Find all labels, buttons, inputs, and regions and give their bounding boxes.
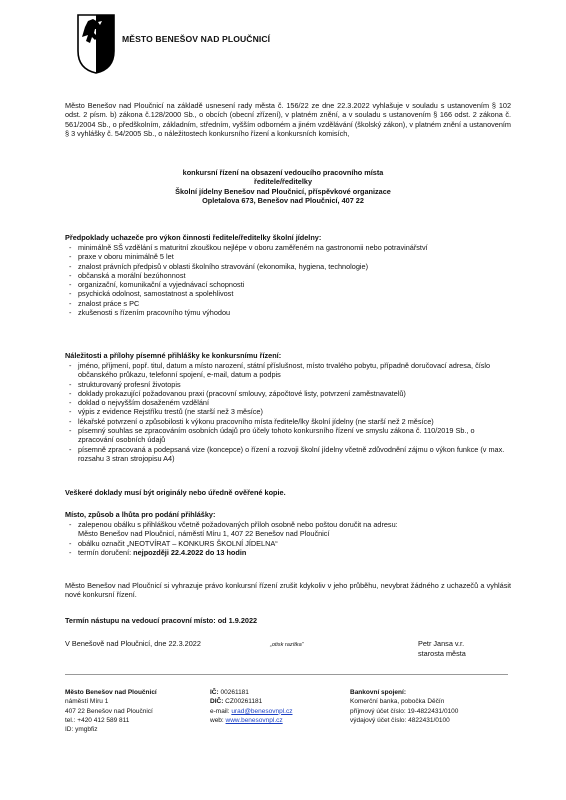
bank-title: Bankovní spojení: [350,689,406,696]
heading-line-4: Opletalova 673, Benešov nad Ploučnicí, 407 22 [202,195,364,205]
list-item: - minimálně SŠ vzdělání s maturitní zkouškou nejlépe v oboru zaměřeném na gastronomii nebo potravinářství [65,243,511,252]
dic-label: DIČ: [210,698,224,706]
signatory-role: starosta města [418,649,466,658]
email-label: e-mail: [210,707,232,715]
footer-org-name: Město Benešov nad Ploučnicí [65,689,157,696]
list-item: - zkušenosti s řízením pracovního týmu výhodou [65,308,511,317]
submission-address: Město Benešov nad Ploučnicí, náměstí Míru 1, 407 22 Benešov nad Ploučnicí [78,529,330,539]
municipality-title: MĚSTO BENEŠOV NAD PLOUČNICÍ [122,34,271,44]
competition-heading [0,168,566,205]
intro-paragraph [65,101,511,138]
footer-address [65,688,157,734]
footer-dic [210,697,292,706]
email-link[interactable]: urad@benesovnpl.cz [231,707,293,715]
deadline-value: nejpozději 22.4.2022 do 13 hodin [133,547,247,557]
start-date: Termín nástupu na vedoucí pracovní místo: od 1.9.2022 [65,616,258,625]
list-item [65,520,511,539]
stamp-placeholder: „otisk razítka“ [270,642,304,648]
heading-line-2: ředitele/ředitelky [254,177,312,187]
footer-web [210,716,292,725]
list-item: - jméno, příjmení, popř. titul, datum a místo narození, státní příslušnost, místo trvalého pobytu, případně doručovací adresa, číslo občanského průkazu, telefonní spojení, e-mail, datum a podpis [65,361,511,380]
dic-value: CZ00261181 [223,698,263,706]
list-item: - lékařské potvrzení o způsobilosti k výkonu pracovního místa ředitele/lky školní jídelny (ne starší než 2 měsíce) [65,417,511,426]
list-item: - doklad o nejvyšším dosaženém vzdělání [65,398,511,407]
list-item: - znalost právních předpisů v oblasti školního stravování (ekonomika, hygiena, technologie) [65,262,511,271]
list-item: - psychická odolnost, samostatnost a spolehlivost [65,289,511,298]
heading-line-3: Školní jídelny Benešov nad Ploučnicí, příspěvkové organizace [175,186,391,196]
list-item: - výpis z evidence Rejstříku trestů (ne starší než 3 měsíce) [65,407,511,416]
attachments-note: Veškeré doklady musí být originály nebo úředně ověřené kopie. [65,488,286,497]
list-item: - občanská a morální bezúhonnost [65,271,511,280]
heading-line-1: konkursní řízení na obsazení vedoucího pracovního místa [182,168,384,177]
list-item: - praxe v oboru minimálně 5 let [65,252,511,261]
list-item: - písemný souhlas se zpracováním osobních údajů pro účely tohoto konkursního řízení ve smyslu zákona č. 110/2019 Sb., o zpracování osobních údajů [65,426,511,445]
footer-street: náměstí Míru 1 [65,698,109,706]
footer-divider [65,674,508,675]
list-item: - písemně zpracovaná a podepsaná vize (koncepce) o řízení a rozvoji školní jídelny včetně zdůvodnění zájmu o výkon funkce (v max. rozsahu 3 stran strojopisu A4) [65,445,511,464]
ic-label: IČ: [210,689,219,696]
place-and-date: V Benešově nad Ploučnicí, dne 22.3.2022 [65,639,201,648]
footer-email [210,707,292,716]
list-item [65,548,511,557]
bank-income-account: příjmový účet číslo: 19-4822431/0100 [350,707,459,715]
attachments-title: Náležitosti a přílohy písemné přihlášky ke konkursnímu řízení: [65,351,282,360]
list-item: - znalost práce s PC [65,299,511,308]
requirements-title: Předpoklady uchazeče pro výkon činnosti ředitele/ředitelky školní jídelny: [65,233,322,242]
list-item: - obálku označit „NEOTVÍRAT – KONKURS ŠKOLNÍ JÍDELNA“ [65,539,511,548]
footer-bank [350,688,458,725]
signatory-name: Petr Jansa v.r. [418,639,465,648]
list-item: - strukturovaný profesní životopis [65,380,511,389]
reservation-paragraph: Město Benešov nad Ploučnicí si vyhrazuje právo konkursní řízení zrušit kdykoliv v jeho průběhu, nevybrat žádného z uchazečů a vyhlásit nové konkursní řízení. [65,581,511,600]
submission-list [65,520,511,557]
footer-data-box-id: ID: ymgbfiz [65,726,98,734]
footer-phone: tel.: +420 412 589 811 [65,716,130,724]
coat-of-arms-logo [76,13,116,75]
submission-item-1: zalepenou obálku s přihláškou včetně požadovaných příloh osobně nebo poštou doručit na adresu: [78,520,398,529]
deadline-label: termín doručení: [78,547,134,557]
footer-identifiers [210,688,292,725]
bank-expense-account: výdajový účet číslo: 4822431/0100 [350,716,450,724]
requirements-list [65,243,511,317]
web-label: web: [210,716,226,724]
submission-title: Místo, způsob a lhůta pro podání přihlášky: [65,510,216,519]
list-item: - doklady prokazující požadovanou praxi (pracovní smlouvy, zápočtové listy, potvrzení zaměstnavatelů) [65,389,511,398]
attachments-list [65,361,511,463]
ic-value: 00261181 [218,689,249,696]
intro-text: Město Benešov nad Ploučnicí na základě usnesení rady města č. 156/22 ze dne 22.3.2022 vyhlašuje v souladu s ustanovením § 102 odst. 2 písm. b) zákona č.128/2000 Sb., o obcích (obecní zřízení), v platném znění, a v souladu s ustanovením § 166 odst. 2 zákona č. 561/2004 Sb., o předškolním, základním, středním, vyšším odborném a jiném vzdělávání (školský zákon), v platném znění a ustanovením § 3 vyhlášky č. 54/2005 Sb., o náležitostech konkursního řízení a konkursních komisích, [65,101,511,138]
list-item: - organizační, komunikační a vyjednávací schopnosti [65,280,511,289]
footer-city: 407 22 Benešov nad Ploučnicí [65,707,153,715]
footer-ic [210,688,292,697]
web-link[interactable]: www.benesovnpl.cz [225,716,283,724]
bank-name: Komerční banka, pobočka Děčín [350,698,445,706]
